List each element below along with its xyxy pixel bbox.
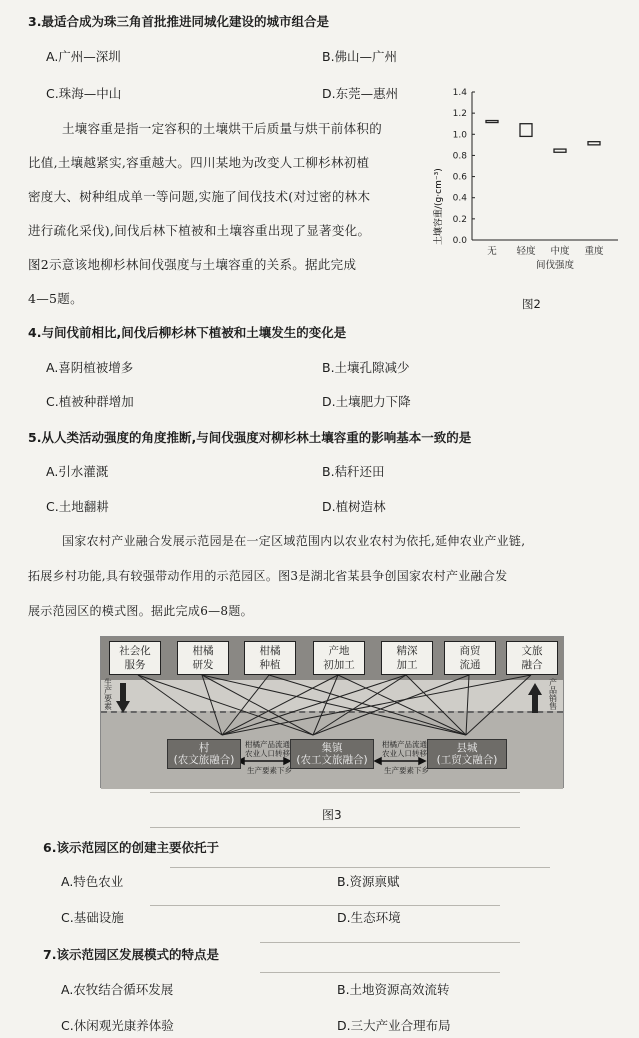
- figure2-xtick-label: 中度: [550, 246, 570, 257]
- figure2-ytick-label: 1.0: [452, 130, 467, 141]
- q7-option-b: B.土地资源高效流转: [337, 982, 450, 997]
- figure2-ytick-label: 1.2: [452, 109, 467, 120]
- q6-option-c: C.基础设施: [61, 910, 124, 925]
- fig3-box-primary-processing: [313, 641, 365, 675]
- fig3-right-label: 产品销售: [549, 678, 557, 711]
- figure2-ytick-label: 0.4: [452, 193, 467, 204]
- passage2-line: 拓展乡村功能,具有较强带动作用的示范园区。图3是湖北省某县争创国家农村产业融合发: [28, 569, 508, 583]
- figure2-ytick-label: 0.8: [452, 151, 467, 162]
- q7-stem: 7.该示范园区发展模式的特点是: [43, 947, 219, 962]
- figure2-xtick-label: 无: [487, 246, 497, 257]
- q7-option-c: C.休闲观光康养体验: [61, 1018, 174, 1033]
- fig3-node-county: [427, 739, 507, 769]
- q4-option-c: C.植被种群增加: [46, 394, 134, 409]
- figure2-box-3: [554, 149, 566, 152]
- fig3-box-text: 服务: [124, 659, 146, 671]
- fig3-box-deep-processing: [381, 641, 433, 675]
- q3-option-b: B.佛山—广州: [322, 49, 398, 64]
- q3-option-d: D.东莞—惠州: [322, 86, 399, 101]
- fig3-node-text: 村: [198, 742, 210, 754]
- fig3-box-text: 精深: [396, 645, 418, 657]
- fig3-box-text: 加工: [396, 659, 418, 671]
- fig3-node-text: (农工文旅融合): [296, 754, 368, 766]
- fig3-node-text: 县城: [456, 742, 478, 754]
- q6-option-a: A.特色农业: [61, 874, 124, 889]
- fig3-flow-label-5: 农业人口转移: [382, 749, 427, 758]
- fig3-flow-label-3: 生产要素下乡: [247, 766, 292, 775]
- passage1-line: 图2示意该地柳杉林间伐强度与土壤容重的关系。据此完成: [28, 257, 357, 272]
- q7-option-d: D.三大产业合理布局: [337, 1018, 451, 1033]
- q4-option-d: D.土壤肥力下降: [322, 394, 411, 409]
- q5-option-d: D.植树造林: [322, 499, 386, 514]
- q4-option-a: A.喜阴植被增多: [46, 360, 134, 375]
- fig3-box-text: 流通: [459, 659, 481, 671]
- figure2-chart: [428, 80, 628, 280]
- figure2-xtick-label: 重度: [584, 246, 604, 257]
- figure2-xtick-label: 轻度: [516, 246, 536, 257]
- q4-option-b: B.土壤孔隙减少: [322, 360, 410, 375]
- figure2-ytick-label: 0.0: [452, 236, 467, 246]
- passage1-line: 进行疏化采伐),间伐后林下植被和土壤容重出现了显著变化。: [28, 223, 371, 238]
- fig3-box-text: 初加工: [323, 659, 355, 671]
- q3-stem: 3.最适合成为珠三角首批推进同城化建设的城市组合是: [28, 14, 329, 29]
- fig3-node-town: [290, 739, 374, 769]
- figure2-ytick-label: 0.6: [452, 172, 467, 183]
- passage1-line: 密度大、树种组成单一等问题,实施了间伐技术(对过密的林木: [28, 189, 371, 204]
- fig3-box-text: 商贸: [459, 645, 481, 657]
- figure3-caption: 图3: [322, 808, 342, 822]
- figure2-box-1: [486, 121, 498, 123]
- fig3-flow-label-2: 农业人口转移: [245, 749, 290, 758]
- fig3-flow-label-4: 柑橘产品流通: [382, 740, 427, 749]
- figure3-diagram: [100, 636, 564, 788]
- fig3-flow-label-1: 柑橘产品流通: [245, 740, 290, 749]
- figure2-ytick-label: 0.2: [452, 214, 467, 225]
- fig3-box-text: 产地: [328, 645, 350, 657]
- fig3-box-text: 社会化: [119, 645, 151, 657]
- figure2-xlabel: 间伐强度: [535, 260, 575, 271]
- figure2-box-4: [588, 142, 600, 145]
- figure2-caption: 图2: [522, 297, 541, 311]
- fig3-box-commerce: [444, 641, 496, 675]
- q6-stem: 6.该示范园区的创建主要依托于: [43, 840, 219, 855]
- fig3-box-text: 研发: [192, 659, 214, 671]
- q3-option-c: C.珠海—中山: [46, 86, 122, 101]
- fig3-left-label: 生产要素: [104, 678, 112, 711]
- fig3-box-culture-tourism: [506, 641, 558, 675]
- fig3-box-text: 融合: [521, 659, 543, 671]
- q5-option-b: B.秸秆还田: [322, 464, 385, 479]
- figure2-ytick-label: 1.4: [452, 88, 467, 98]
- fig3-box-text: 文旅: [521, 645, 543, 657]
- q5-option-a: A.引水灌溉: [46, 464, 109, 479]
- passage2-line: 国家农村产业融合发展示范园是在一定区域范围内以农业农村为依托,延伸农业产业链,: [62, 534, 526, 548]
- fig3-node-village: [167, 739, 241, 769]
- figure2-ylabel: 土壤容重/(g·cm⁻³): [434, 168, 444, 245]
- fig3-box-text: 柑橘: [259, 645, 281, 657]
- fig3-box-social-service: [109, 641, 161, 675]
- q4-stem: 4.与间伐前相比,间伐后柳杉林下植被和土壤发生的变化是: [28, 325, 347, 340]
- fig3-node-text: (工贸文融合): [436, 754, 498, 766]
- fig3-flow-label-6: 生产要素下乡: [384, 766, 429, 775]
- passage1-line: 4—5题。: [28, 291, 83, 306]
- fig3-box-citrus-rnd: [177, 641, 229, 675]
- fig3-box-text: 柑橘: [192, 645, 214, 657]
- fig3-box-citrus-planting: [244, 641, 296, 675]
- q3-option-a: A.广州—深圳: [46, 49, 121, 64]
- figure2-box-2: [520, 124, 532, 137]
- fig3-node-text: 集镇: [321, 742, 343, 754]
- passage1-line: 比值,土壤越紧实,容重越大。四川某地为改变人工柳杉林初植: [28, 155, 370, 170]
- passage2-line: 展示范园区的模式图。据此完成6—8题。: [28, 604, 253, 618]
- q5-option-c: C.土地翻耕: [46, 499, 109, 514]
- fig3-node-text: (农文旅融合): [173, 754, 235, 766]
- passage1-line: 土壤容重是指一定容积的土壤烘干后质量与烘干前体积的: [62, 121, 383, 136]
- q6-option-d: D.生态环境: [337, 910, 401, 925]
- fig3-box-text: 种植: [259, 659, 281, 671]
- q5-stem: 5.从人类活动强度的角度推断,与间伐强度对柳杉林土壤容重的影响基本一致的是: [28, 430, 472, 445]
- q7-option-a: A.农牧结合循环发展: [61, 982, 174, 997]
- q6-option-b: B.资源禀赋: [337, 874, 400, 889]
